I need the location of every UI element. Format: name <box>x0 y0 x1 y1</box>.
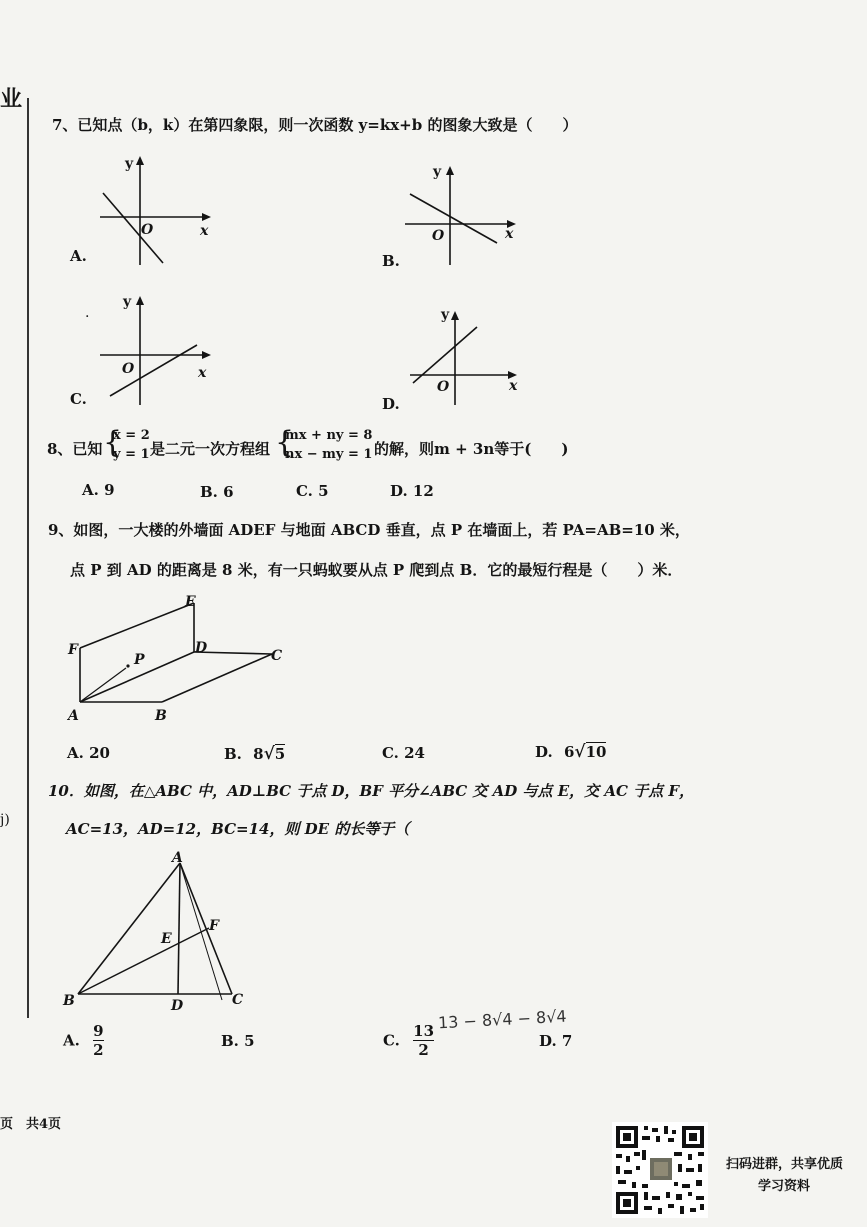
q9-label-d: D <box>195 640 208 656</box>
q7-d-y-label: y <box>441 307 450 323</box>
q9-option-c: C. 24 <box>382 744 425 762</box>
q8-middle-text: 是二元一次方程组 <box>150 440 271 458</box>
q8-option-b: B. 6 <box>200 483 234 501</box>
q7-d-x-label: x <box>509 378 518 394</box>
q10-option-a: A. $\frac{9}{2}$ <box>63 1022 104 1059</box>
q7-graph-c <box>95 290 225 410</box>
q8-tail: 的解，则m + 3n等于( ) <box>374 440 569 458</box>
q7-a-y-label: y <box>125 156 134 172</box>
q7-option-c-label: C. <box>70 390 87 408</box>
q9-label-e: E <box>185 594 196 610</box>
handwritten-scribble: 13 − 8√4 − 8√4 <box>437 1006 568 1033</box>
q7-c-y-label: y <box>123 294 132 310</box>
q7-graph-d <box>405 305 535 415</box>
q9-label-b: B <box>155 708 167 724</box>
q9-label-p: P <box>134 652 145 668</box>
q10-label-c: C <box>232 992 244 1008</box>
q10-label-e: E <box>161 931 172 947</box>
q8-prefix: 8、已知 <box>47 440 103 458</box>
q10-stem-line-2: AC=13，AD=12，BC=14，则 DE 的长等于（ <box>66 820 410 838</box>
q7-option-a-label: A. <box>70 247 87 265</box>
q10-label-a: A <box>172 850 183 866</box>
q7-a-origin: O <box>141 222 154 238</box>
q7-option-d-label: D. <box>382 395 400 413</box>
page-counter: 页 共4页 <box>0 1117 62 1132</box>
q9-option-a: A. 20 <box>67 744 110 762</box>
q7-option-b-label: B. <box>382 252 400 270</box>
q8-option-d: D. 12 <box>390 482 434 500</box>
q7-graph-a <box>95 150 225 270</box>
q9-label-a: A <box>68 708 79 724</box>
q9-stem-line-2: 点 P 到 AD 的距离是 8 米，有一只蚂蚁要从点 P 爬到点 B．它的最短行程是（ ）米． <box>70 561 683 579</box>
q7-stem: 7、已知点（b，k）在第四象限，则一次函数 y=kx+b 的图象大致是（ ） <box>52 116 578 134</box>
qr-caption-line-2: 学习资料 <box>758 1179 811 1194</box>
q10-option-b: B. 5 <box>221 1032 255 1050</box>
q9-figure <box>60 590 310 730</box>
q8-option-c: C. 5 <box>296 482 329 500</box>
q10-label-d: D <box>171 998 184 1014</box>
q9-stem-line-1: 9、如图，一大楼的外墙面 ADEF 与地面 ABCD 垂直，点 P 在墙面上，若 PA=AB=10 米， <box>48 521 690 539</box>
qr-code[interactable] <box>612 1122 708 1218</box>
q9-option-d: D. 6√10 <box>535 742 607 762</box>
margin-character: 业 <box>0 86 23 112</box>
margin-mark: j) <box>0 812 10 828</box>
q10-label-b: B <box>63 993 75 1009</box>
q10-label-f: F <box>209 918 219 934</box>
q7-d-origin: O <box>437 379 450 395</box>
q7-graph-b <box>400 160 530 275</box>
q7-c-x-label: x <box>198 365 207 381</box>
q10-option-d: D. 7 <box>539 1032 573 1050</box>
q7-a-x-label: x <box>200 223 209 239</box>
q8-solution-y: y = 1 <box>113 447 150 462</box>
q9-option-b: B. 8√5 <box>224 744 286 764</box>
q10-figure <box>60 848 260 1018</box>
q7-b-y-label: y <box>433 164 442 180</box>
q7-b-x-label: x <box>505 226 514 242</box>
q7-c-origin: O <box>122 361 135 377</box>
q7-b-origin: O <box>432 228 445 244</box>
margin-rule <box>27 98 29 1018</box>
q8-equation-1: mx + ny = 8 <box>285 428 373 443</box>
qr-code-icon <box>612 1122 708 1218</box>
q9-label-f: F <box>68 642 78 658</box>
q9-label-c: C <box>271 648 283 664</box>
q10-option-c: C. $\frac{13}{2}$ <box>383 1022 435 1059</box>
q8-option-a: A. 9 <box>82 481 115 499</box>
qr-caption-line-1: 扫码进群，共享优质 <box>726 1157 844 1172</box>
q8-solution-x: x = 2 <box>113 428 150 443</box>
q8-equation-2: nx − my = 1 <box>285 447 373 462</box>
q10-stem-line-1: 10．如图，在△ABC 中，AD⊥BC 于点 D，BF 平分∠ABC 交 AD 与点 E，交 AC 于点 F， <box>48 782 695 800</box>
